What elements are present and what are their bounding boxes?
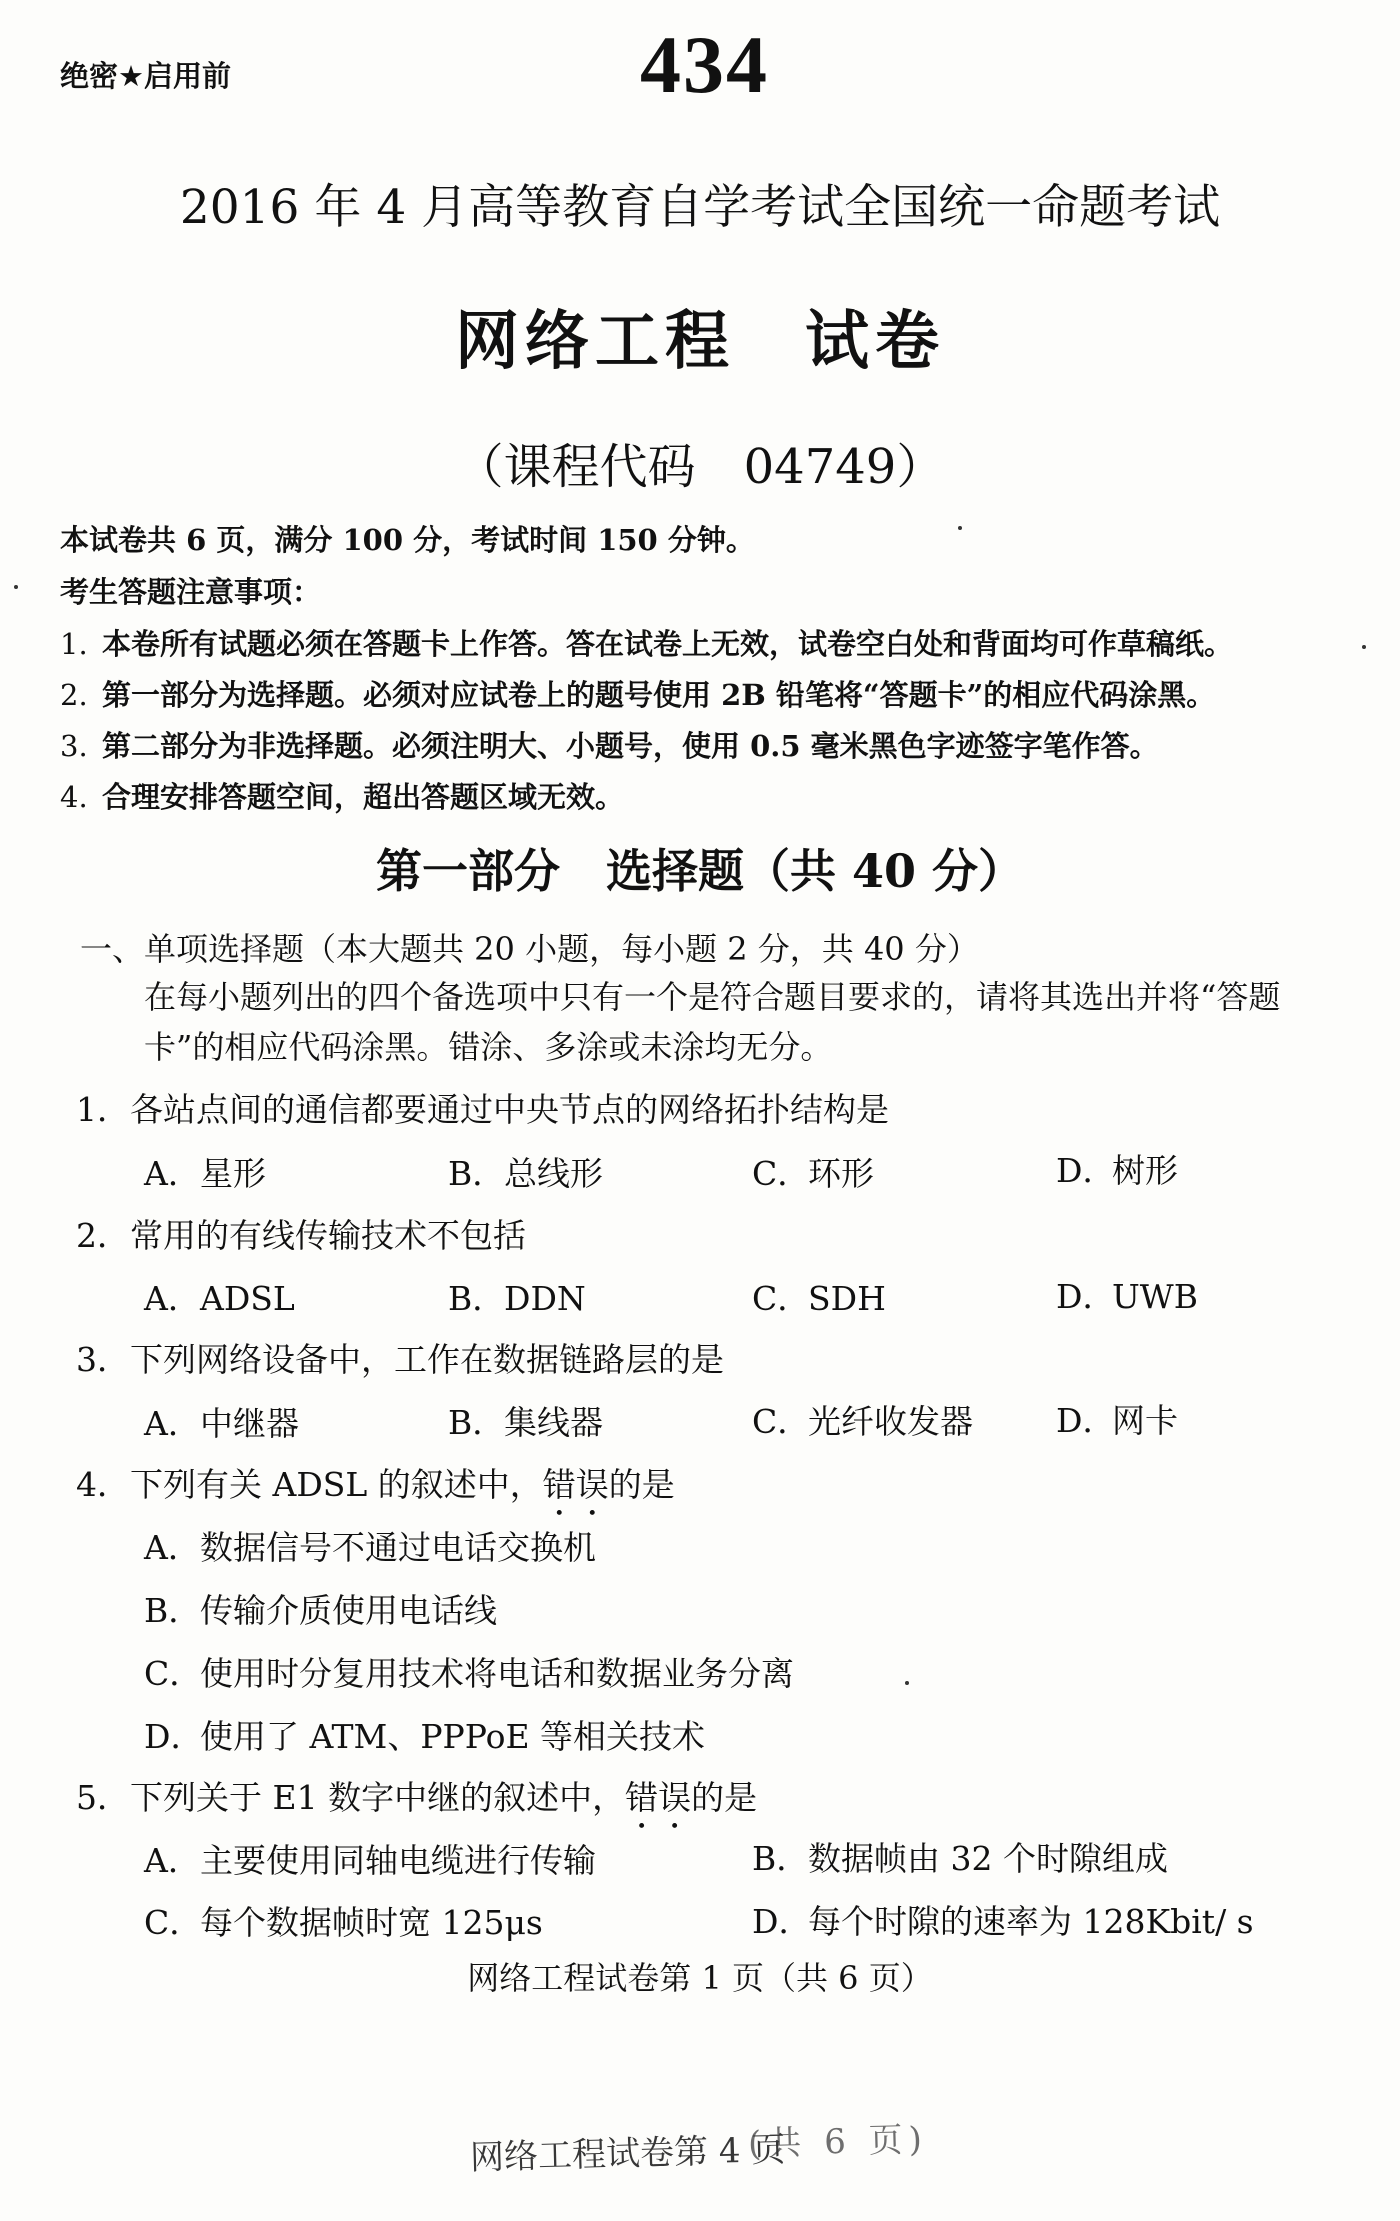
note-text: 本卷所有试题必须在答题卡上作答。答在试卷上无效，试卷空白处和背面均可作草稿纸。: [102, 627, 1234, 661]
question-number: 5．: [76, 1778, 130, 1817]
option-letter: A．: [144, 1528, 201, 1567]
paper-number: 434: [640, 19, 769, 110]
bleed-through-fragment: (共 6 页): [747, 2119, 929, 2165]
scan-speck: [1362, 645, 1366, 649]
exam-title: 2016 年 4 月高等教育自学考试全国统一命题考试: [179, 180, 1221, 235]
option: [144, 1897, 543, 1944]
page-footer: 网络工程试卷第 1 页（共 6 页）: [467, 1959, 933, 1997]
option: [1056, 1271, 1198, 1318]
part-heading: 第一部分 选择题（共 40 分）: [375, 844, 1025, 898]
option-letter: A．: [144, 1279, 201, 1318]
question-number: 3．: [76, 1340, 130, 1379]
question-stem: [76, 1084, 889, 1131]
option-letter: D．: [1056, 1401, 1116, 1440]
note-item: [60, 775, 624, 816]
option-letter: B．: [448, 1279, 506, 1318]
option: [144, 1522, 596, 1569]
option-letter: D．: [144, 1717, 204, 1756]
option: [448, 1397, 603, 1444]
option-letter: B．: [144, 1591, 202, 1630]
option: [144, 1273, 295, 1320]
question-stem: [76, 1334, 724, 1381]
note-text: 合理安排答题空间，超出答题区域无效。: [102, 780, 625, 814]
option-text: UWB: [1112, 1277, 1198, 1316]
option-text: 树形: [1112, 1151, 1178, 1190]
question-text: 的是: [608, 1465, 675, 1504]
option-text: SDH: [808, 1279, 886, 1318]
option-letter: A．: [144, 1841, 201, 1880]
option: [1056, 1395, 1178, 1442]
option-text: 每个时隙的速率为 128Kbit/ s: [808, 1902, 1254, 1941]
option-letter: B．: [752, 1839, 810, 1878]
question-stem: [76, 1459, 675, 1524]
scan-speck: [14, 585, 18, 589]
option-text: 网卡: [1112, 1401, 1178, 1440]
option-text: 数据信号不通过电话交换机: [200, 1528, 596, 1567]
option-text: 主要使用同轴电缆进行传输: [200, 1841, 596, 1880]
option-letter: A．: [144, 1404, 201, 1443]
question-stem: [76, 1210, 526, 1257]
option-letter: C．: [752, 1279, 811, 1318]
option: [144, 1711, 705, 1758]
option-letter: D．: [1056, 1151, 1116, 1190]
question-text: 下列有关 ADSL 的叙述中，: [130, 1465, 543, 1504]
emphasized-word: 错误: [625, 1778, 692, 1817]
option-letter: B．: [448, 1403, 506, 1442]
option-text: 数据帧由 32 个时隙组成: [808, 1839, 1168, 1878]
paper-info: 本试卷共 6 页，满分 100 分，考试时间 150 分钟。: [60, 523, 755, 557]
scan-speck: [958, 526, 962, 530]
option: [752, 1273, 886, 1320]
option-text: 星形: [200, 1154, 266, 1193]
question-text: 常用的有线传输技术不包括: [130, 1216, 526, 1255]
option-text: 传输介质使用电话线: [200, 1591, 497, 1630]
scan-speck: [905, 1681, 909, 1685]
option: [144, 1648, 794, 1695]
section-heading: 一、单项选择题（本大题共 20 小题，每小题 2 分，共 40 分）: [80, 930, 979, 968]
option: [144, 1148, 266, 1195]
note-number: 2.: [60, 678, 88, 712]
emphasized-word: 错误: [542, 1465, 609, 1504]
question-number: 2．: [76, 1216, 130, 1255]
note-item: [60, 724, 1159, 765]
option-text: DDN: [504, 1279, 586, 1318]
option-text: 中继器: [200, 1404, 299, 1443]
note-number: 3.: [60, 729, 88, 763]
option-text: ADSL: [200, 1279, 295, 1318]
bleed-through-text: 网络工程试卷第 4 页: [469, 2129, 786, 2179]
paper-title: 网络工程 试卷: [455, 304, 945, 379]
note-item: [60, 673, 1215, 714]
option: [448, 1273, 586, 1320]
option-letter: C．: [752, 1154, 811, 1193]
question-text: 下列关于 E1 数字中继的叙述中，: [130, 1778, 626, 1817]
note-item: [60, 622, 1233, 663]
option-letter: A．: [144, 1154, 201, 1193]
option-letter: D．: [1056, 1277, 1116, 1316]
option-text: 每个数据帧时宽 125μs: [200, 1903, 543, 1942]
option-text: 使用时分复用技术将电话和数据业务分离: [200, 1654, 794, 1693]
option: [448, 1148, 603, 1195]
note-number: 4.: [60, 780, 88, 814]
question-text: 下列网络设备中，工作在数据链路层的是: [130, 1340, 724, 1379]
section-instructions: 卡”的相应代码涂黑。错涂、多涂或未涂均无分。: [144, 1028, 833, 1066]
question-text: 的是: [691, 1778, 758, 1817]
note-number: 1.: [60, 627, 88, 661]
option-letter: C．: [752, 1402, 811, 1441]
note-text: 第一部分为选择题。必须对应试卷上的题号使用 2B 铅笔将“答题卡”的相应代码涂黑。: [102, 678, 1216, 712]
option: [752, 1396, 973, 1443]
option: [144, 1835, 596, 1882]
question-text: 各站点间的通信都要通过中央节点的网络拓扑结构是: [130, 1090, 889, 1129]
option: [1056, 1145, 1178, 1192]
course-code: （课程代码 04749）: [455, 439, 945, 495]
option-letter: B．: [448, 1154, 506, 1193]
option: [752, 1896, 1254, 1943]
option-text: 总线形: [504, 1154, 603, 1193]
notes-heading: 考生答题注意事项：: [60, 575, 322, 609]
confidential-mark: 绝密★启用前: [60, 59, 231, 93]
question-number: 1．: [76, 1090, 130, 1129]
option-text: 光纤收发器: [808, 1402, 973, 1441]
option: [752, 1148, 874, 1195]
section-instructions: 在每小题列出的四个备选项中只有一个是符合题目要求的，请将其选出并将“答题: [144, 978, 1281, 1016]
note-text: 第二部分为非选择题。必须注明大、小题号，使用 0.5 毫米黑色字迹签字笔作答。: [102, 729, 1159, 763]
option-letter: C．: [144, 1903, 203, 1942]
option-letter: C．: [144, 1654, 203, 1693]
question-stem: [76, 1772, 757, 1837]
option: [144, 1398, 299, 1445]
option-text: 环形: [808, 1154, 874, 1193]
question-number: 4．: [76, 1465, 130, 1504]
option-text: 集线器: [504, 1403, 603, 1442]
option: [144, 1585, 497, 1632]
option-text: 使用了 ATM、PPPoE 等相关技术: [200, 1717, 706, 1756]
option: [752, 1833, 1168, 1880]
option-letter: D．: [752, 1902, 812, 1941]
